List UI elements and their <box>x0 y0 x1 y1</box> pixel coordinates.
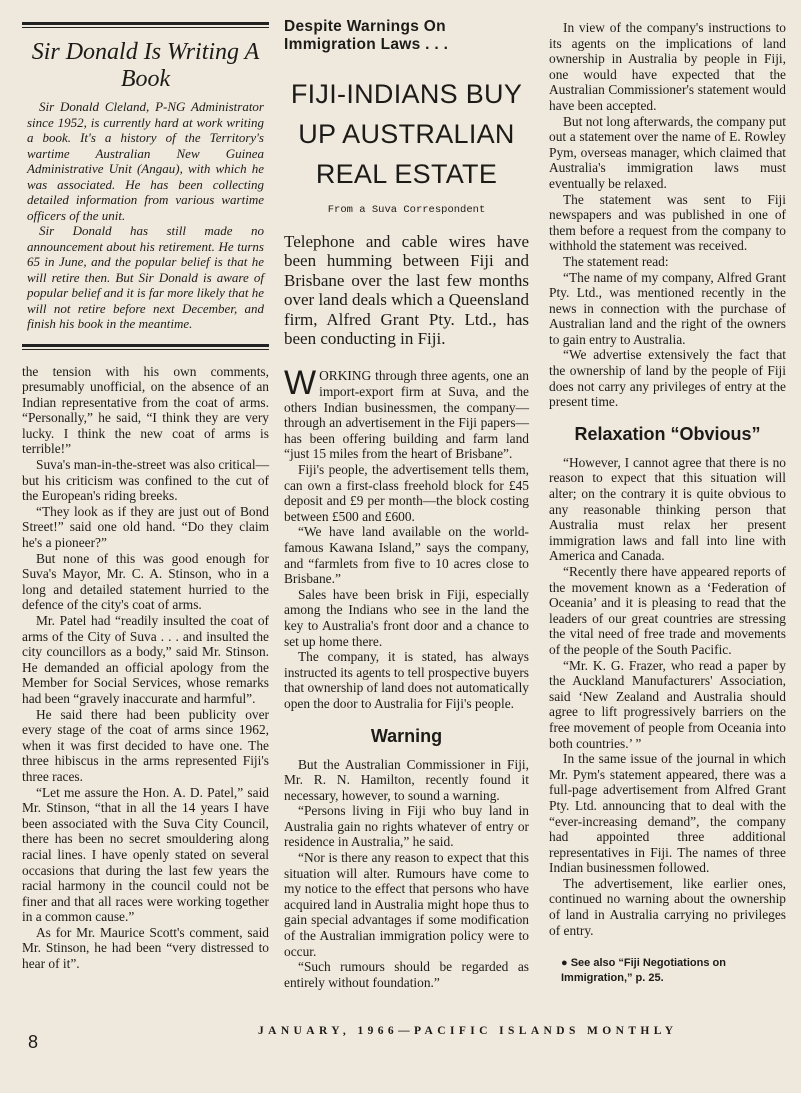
right-column <box>549 0 786 986</box>
see-also-note: ● See also “Fiji Negotiations on Immigration,” p. 25. <box>561 957 726 985</box>
article-paragraph: “Recently there have appeared reports of the movement known as a ‘Federation of Oceania’ and it is pleasing to read that the leaders of our great countries are stressing the vital need of free trade and movements of the people of the South Pacific. <box>549 564 786 657</box>
sidebar-bottom-rule <box>22 344 269 350</box>
article-paragraph: The company, it is stated, has always instructed its agents to tell prospective buyers that ownership of land does not automatically open the door to Australia for Fiji's people. <box>284 649 529 711</box>
continued-story <box>22 364 269 972</box>
article-paragraph: “Nor is there any reason to expect that this situation will alter. Rumours have come to my notice to the effect that persons who have acquired land in Australia might hope thus to gain special advantages if some modification of the Australian immigration policy were to occur. <box>284 850 529 959</box>
story-paragraph: Suva's man-in-the-street was also critical—but his criticism was confined to the cut of the European's riding breeks. <box>22 457 269 504</box>
sidebar-paragraph: Sir Donald Cleland, P-NG Administrator since 1952, is currently hard at work writing a book. It's a history of the Territory's wartime Australian New Guinea Administrative Unit (Angau), with which he was associated. He has been collecting detailed information from various wartime officers of the unit. <box>27 99 264 223</box>
running-footer: JANUARY, 1966—PACIFIC ISLANDS MONTHLY <box>258 1025 678 1037</box>
article-body <box>284 364 529 990</box>
story-paragraph: “They look as if they are just out of Bond Street!” said one old hand. “Do they claim he's a pioneer?” <box>22 503 269 551</box>
headline-line: REAL ESTATE <box>315 159 498 189</box>
article-kicker: Despite Warnings On Immigration Laws . . . <box>284 18 449 53</box>
story-paragraph: He said there had been publicity over every stage of the coat of arms since 1962, when it was first decided to have one. The three hibiscus in the arms represented Fiji's three races. <box>22 706 269 784</box>
article-paragraph: But the Australian Commissioner in Fiji, Mr. R. N. Hamilton, recently found it necessary, however, to sound a warning. <box>284 756 529 803</box>
page-number: 8 <box>28 1032 39 1052</box>
article-paragraph: “The name of my company, Alfred Grant Pty. Ltd., was mentioned recently in the news in connection with the purchase of Australian land and the right of the owners to gain entry to Australia. <box>549 269 786 347</box>
middle-column <box>284 0 529 990</box>
story-paragraph: “Let me assure the Hon. A. D. Patel,” said Mr. Stinson, “that in all the 14 years I have been associated with the Suva City Council, there has been no secret smouldering along racial lines. I have openly stated on several occasions that during the last few years the racial harmony in the council could not be finer and that all races were working together in a common cause.” <box>22 784 269 925</box>
article-continuation <box>549 20 786 938</box>
article-paragraph: The statement read: <box>563 253 669 269</box>
story-paragraph: As for Mr. Maurice Scott's comment, said Mr. Stinson, he had been “very distressed to hear of it”. <box>22 924 269 972</box>
sidebar-top-rule <box>22 22 269 28</box>
article-paragraph: “However, I cannot agree that there is no reason to expect that this situation will alter; on the contrary it is quite obvious to any reasonable thinking person that Australia must relax her present immigration laws and fall into line with America and Canada. <box>549 454 786 564</box>
left-column <box>22 0 269 972</box>
article-paragraph: The statement was sent to Fiji newspapers and was published in one of them before a request from the company to withhold the statement was received. <box>549 191 786 254</box>
article-paragraph: Fiji's people, the advertisement tells them, can own a first-class freehold block for £45 deposit and £9 per month—the block costing between £500 and £600. <box>284 462 529 524</box>
article-paragraph: But not long afterwards, the company put out a statement over the name of E. Rowley Pym, overseas manager, which claimed that Australia's immigration laws must eventually be relaxed. <box>549 113 786 191</box>
lead-paragraph <box>284 364 529 462</box>
article-standfirst: Telephone and cable wires have been humming between Fiji and Brisbane over the last few months over land deals which a Queensland firm, Alfred Grant Pty. Ltd., has been conducting in Fiji. <box>284 232 529 349</box>
subhead-warning: Warning <box>370 725 443 746</box>
article-paragraph: The advertisement, like earlier ones, continued no warning about the ownership of land in Australia carrying no privileges of entry. <box>549 875 786 938</box>
sidebar-title: Sir Donald Is Writing A Book <box>31 39 260 92</box>
article-paragraph: In view of the company's instructions to its agents on the implications of land ownership in Australia by people in Fiji, one would have expected that the Australian Commissioner's statement would have been accepted. <box>549 20 786 113</box>
story-paragraph: the tension with his own comments, presumably unofficial, on the absence of an Indian representative from the coat of arms. “Personally,” he said, “I think they are very lucky. I think the new coat of arms is terrible!” <box>22 363 269 457</box>
article-paragraph: Sales have been brisk in Fiji, especially among the Indians who see in the land the key to Australia's front door and a chance to set up home there. <box>284 586 529 649</box>
sidebar-paragraph: Sir Donald has still made no announcement about his retirement. He turns 65 in June, and the popular belief is that he will retire then. But Sir Donald is aware of popular belief and it is far more likely that he will not retire before next December, and finish his book in the meantime. <box>27 223 264 331</box>
article-paragraph: “We advertise extensively the fact that the ownership of land by the people of Fiji does not carry any privileges of entry at the present time. <box>549 347 786 410</box>
sidebar-body <box>22 99 269 332</box>
headline-line: FIJI-INDIANS BUY <box>290 79 523 109</box>
article-paragraph: “Persons living in Fiji who buy land in Australia gain no rights whatever of entry or residence in Australia,” he said. <box>284 803 529 850</box>
subhead-relaxation: Relaxation “Obvious” <box>574 423 761 444</box>
article-byline: From a Suva Correspondent <box>327 204 486 216</box>
headline-line: UP AUSTRALIAN <box>298 119 515 149</box>
story-paragraph: Mr. Patel had “readily insulted the coat of arms of the City of Suva . . . and insulted the city councillors as a body,” said Mr. Stinson. He demanded an official apology from the Member for Social Services, whose remarks had been “gravely inaccurate and harmful”. <box>22 613 269 706</box>
article-paragraph: In the same issue of the journal in which Mr. Pym's statement appeared, there was a full-page advertisement from Alfred Grant Pty. Ltd. announcing that to deal with the “ever-increasing demand”, the company had appointed three additional representatives in Fiji. The names of three Indian businessmen followed. <box>549 751 786 876</box>
drop-cap: W <box>284 364 317 403</box>
article-paragraph: “We have land available on the world-famous Kawana Island,” says the company, and “farmlets from five to 10 acres close to Brisbane.” <box>284 524 529 587</box>
article-paragraph: “Mr. K. G. Frazer, who read a paper by the Auckland Manufacturers' Association, said ‘New Zealand and Australia should agree to lift progressively barriers on the free movement of people from Oceania into both countries.’ ” <box>549 657 786 751</box>
article-paragraph: “Such rumours should be regarded as entirely without foundation.” <box>284 959 529 990</box>
story-paragraph: But none of this was good enough for Suva's Mayor, Mr. C. A. Stinson, who in a long and detailed statement hurried to the defence of the city's coat of arms. <box>22 550 269 613</box>
article-headline <box>284 74 529 194</box>
lead-paragraph-text: ORKING through three agents, one an import-export firm at Suva, and the others Indian businessmen, the company—through an advertisement in the Fiji papers—has been offering building and farm land “just 15 miles from the heart of Brisbane”. <box>284 368 529 462</box>
